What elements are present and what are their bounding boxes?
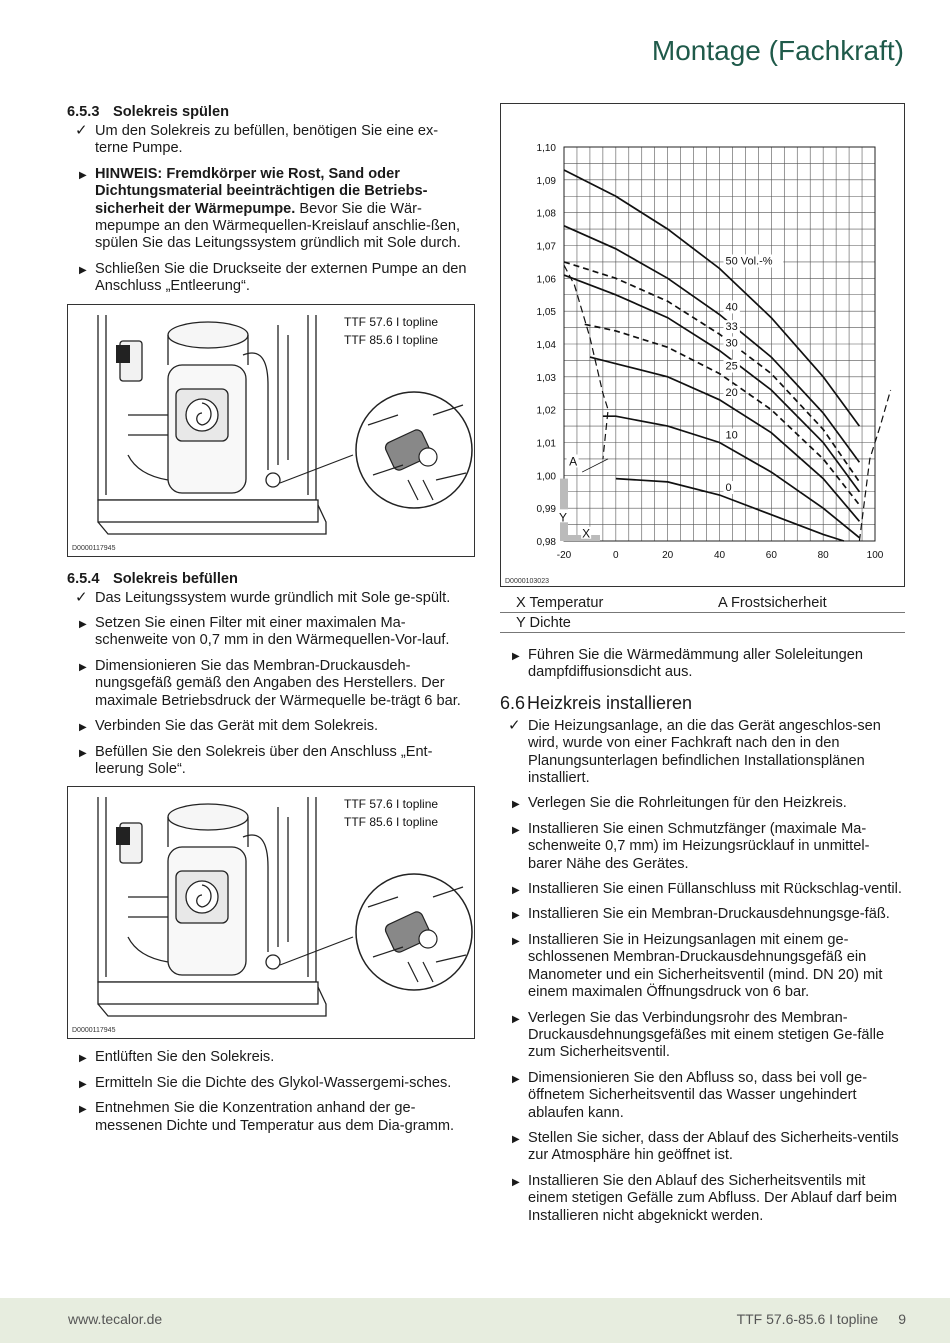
axis-key-y: Y (559, 510, 568, 525)
section-heading-6-5-3: 6.5.3 Solekreis spülen (67, 104, 229, 120)
right-column (500, 103, 906, 1233)
triangle-bullet-icon: ▶ (79, 1104, 87, 1116)
triangle-bullet-icon: ▶ (512, 1013, 520, 1025)
triangle-bullet-icon: ▶ (79, 169, 87, 181)
step-item: ▶ Installieren Sie in Heizungsanlagen mit einem ge-schlossenen Membran-Druckausdehnungsgefäß ein Manometer und ein Sicherheitsventil (mind. DN 20) mit einem maximalen Öffnungsdruck von 6 bar. (512, 931, 883, 1001)
triangle-bullet-icon: ▶ (79, 1053, 87, 1065)
annotation-a-leader (582, 459, 608, 472)
triangle-bullet-icon: ▶ (79, 722, 87, 734)
series-label: 0 (725, 482, 732, 495)
axis-key-horizontal (560, 535, 600, 541)
step-item: ▶ Stellen Sie sicher, dass der Ablauf des Sicherheits-ventils zur Atmosphäre hin geöffnet ist. (512, 1129, 899, 1164)
triangle-bullet-icon: ▶ (79, 619, 87, 631)
axis-key-x: X (582, 526, 591, 541)
precondition-item: ✓ Das Leitungssystem wurde gründlich mit Sole ge-spült. (75, 588, 451, 606)
y-tick-label: 1,08 (536, 208, 556, 220)
y-tick-label: 1,04 (536, 340, 556, 351)
series-line (564, 275, 859, 495)
step-item: ▶ Entlüften Sie den Solekreis. (67, 1049, 475, 1066)
step-item: ▶ Ermitteln Sie die Dichte des Glykol-Wassergemi-sches. (67, 1075, 475, 1092)
triangle-bullet-icon: ▶ (79, 264, 87, 276)
series-label: 33 (725, 321, 738, 334)
y-tick-label: 1,03 (536, 372, 556, 384)
step-item: ▶ Schließen Sie die Druckseite der externen Pumpe an den Anschluss „Entleerung“. (79, 260, 467, 295)
model-label: TTF 85.6 I topline (344, 332, 439, 347)
model-label: TTF 85.6 I topline (344, 815, 439, 830)
y-tick-label: 1,09 (536, 175, 556, 187)
legend-y: Y Dichte (516, 615, 571, 631)
page-number: 9 (898, 1311, 906, 1327)
legend-row (500, 613, 905, 633)
y-tick-label: 1,00 (536, 471, 556, 483)
step-item: ▶ Setzen Sie einen Filter mit einer maximalen Ma-schenweite von 0,7 mm in den Wärmequellen-Vor-lauf. (79, 615, 450, 649)
x-tick-label: -20 (556, 550, 572, 561)
footer-doc-info: TTF 57.6-85.6 I topline 9 (736, 1311, 906, 1327)
series-label: 30 (725, 337, 738, 350)
y-tick-label: 1,07 (536, 241, 556, 253)
y-tick-label: 0,98 (536, 537, 556, 548)
series-label: 40 (725, 301, 738, 314)
y-tick-label: 1,01 (536, 438, 556, 450)
model-label: TTF 57.6 I topline (344, 797, 439, 812)
step-item: ▶ Verlegen Sie das Verbindungsrohr des Membran-Druckausdehnungsgefäßes mit einem stetigen Ge-fälle zum Sicherheitsventil. (512, 1009, 885, 1061)
page-footer (0, 1298, 950, 1343)
triangle-bullet-icon: ▶ (79, 747, 87, 759)
density-chart-svg (501, 104, 906, 588)
x-tick-label: 100 (866, 550, 884, 561)
step-item: ▶ Befüllen Sie den Solekreis über den Anschluss „Ent-leerung Sole“. (79, 743, 433, 777)
precondition-item: ✓ Um den Solekreis zu befüllen, benötigen Sie eine ex-terne Pumpe. (75, 122, 439, 157)
step-item: ▶ Dimensionieren Sie das Membran-Druckausdeh-nungsgefäß gemäß den Angaben des Herstellers. Der maximale Betriebsdruck der Wärmequelle be-trägt 6 bar. (79, 657, 461, 709)
triangle-bullet-icon: ▶ (512, 1133, 520, 1145)
series-label: 25 (725, 360, 738, 373)
step-item: ▶ Installieren Sie ein Membran-Druckausdehnungsge-fäß. (500, 906, 906, 923)
page-header-title: Montage (Fachkraft) (651, 35, 904, 66)
hint-bold-text: HINWEIS: Fremdkörper wie Rost, Sand oder Dichtungsmaterial beeinträchtigen die Betriebs-sicherheit der Wärmepumpe. (95, 165, 428, 217)
legend-a: A Frostsicherheit (718, 595, 827, 611)
triangle-bullet-icon: ▶ (512, 799, 520, 811)
step-item: ▶ Führen Sie die Wärmedämmung aller Soleleitungen dampfdiffusionsdicht aus. (512, 647, 864, 681)
step-item: ▶ Verlegen Sie die Rohrleitungen für den Heizkreis. (500, 795, 906, 812)
step-item: ▶ Installieren Sie einen Füllanschluss mit Rückschlag-ventil. (500, 881, 906, 898)
triangle-bullet-icon: ▶ (79, 661, 87, 673)
step-item: ▶ Installieren Sie den Ablauf des Sicherheitsventils mit einem stetigen Gefälle zum Abfluss. Der Ablauf darf beim Installieren nicht abgeknickt werden. (512, 1172, 898, 1224)
series-label: 10 (725, 429, 738, 442)
triangle-bullet-icon: ▶ (512, 910, 520, 922)
x-tick-label: 20 (662, 550, 674, 561)
x-tick-label: 40 (713, 550, 726, 561)
x-tick-label: 60 (765, 550, 777, 561)
triangle-bullet-icon: ▶ (512, 651, 520, 662)
series-label: 20 (725, 386, 738, 399)
check-icon: ✓ (508, 716, 521, 734)
annotation-a: A (569, 454, 578, 469)
y-tick-label: 1,06 (536, 274, 556, 286)
triangle-bullet-icon: ▶ (512, 1176, 520, 1188)
triangle-bullet-icon: ▶ (512, 824, 520, 836)
step-item: ▶ Installieren Sie einen Schmutzfänger (maximale Ma-schenweite 0,7 mm) im Heizungsrücklauf in unmittel-barer Nähe des Gerätes. (512, 820, 870, 872)
section-heading-6-5-4: 6.5.4 Solekreis befüllen (67, 570, 238, 587)
check-icon: ✓ (75, 588, 88, 606)
chart-legend (500, 593, 905, 633)
y-tick-label: 1,10 (536, 143, 556, 154)
series-label: 50 Vol.-% (725, 255, 773, 268)
step-item: ▶ Entnehmen Sie die Konzentration anhand der ge-messenen Dichte und Temperatur aus dem Dia-gramm. (79, 1100, 455, 1134)
x-tick-label: 80 (817, 550, 829, 561)
y-tick-label: 1,02 (536, 405, 556, 417)
figure-id: D0000103023 (505, 578, 549, 585)
triangle-bullet-icon: ▶ (512, 935, 520, 947)
legend-row (500, 593, 905, 613)
device-figure-2 (67, 786, 475, 1039)
model-label: TTF 57.6 I topline (344, 314, 439, 329)
figure-id: D0000117945 (72, 544, 116, 552)
series-line (564, 170, 859, 426)
series-line (585, 324, 860, 505)
precondition-item: ✓ Die Heizungsanlage, an die das Gerät angeschlos-sen wird, wurde von einer Fachkraft nach den in den Planungsunterlagen befindlichen Installationsplänen installiert. (508, 716, 881, 787)
figure-id: D0000117945 (72, 1027, 116, 1035)
footer-url[interactable]: www.tecalor.de (68, 1311, 163, 1327)
step-item: ▶ Verbinden Sie das Gerät mit dem Solekreis. (67, 718, 475, 735)
triangle-bullet-icon: ▶ (512, 885, 520, 897)
triangle-bullet-icon: ▶ (512, 1073, 520, 1085)
legend-x: X Temperatur (516, 595, 604, 611)
density-chart (500, 103, 905, 587)
y-tick-label: 1,05 (536, 307, 556, 319)
section-heading-6-6: 6.6 Heizkreis installieren (500, 692, 693, 713)
left-column (67, 103, 475, 1143)
hint-item: ▶ HINWEIS: Fremdkörper wie Rost, Sand oder Dichtungsmaterial beeinträchtigen die Betriebs-sicherheit der Wärmepumpe. Bevor Sie die Wär-mepumpe an den Wärmequellen-Kreislauf anschlie-ßen, spülen Sie das Leitungssystem gründlich mit Sole durch. (79, 165, 461, 252)
step-item: ▶ Dimensionieren Sie den Abfluss so, dass bei voll ge-öffnetem Sicherheitsventil das Wasser ungehindert ablaufen kann. (512, 1069, 868, 1121)
x-tick-label: 0 (613, 550, 619, 561)
check-icon: ✓ (75, 122, 88, 139)
frost-safety-line (564, 265, 608, 459)
y-tick-label: 0,99 (536, 504, 556, 516)
device-figure-1 (67, 304, 475, 557)
triangle-bullet-icon: ▶ (79, 1078, 87, 1090)
